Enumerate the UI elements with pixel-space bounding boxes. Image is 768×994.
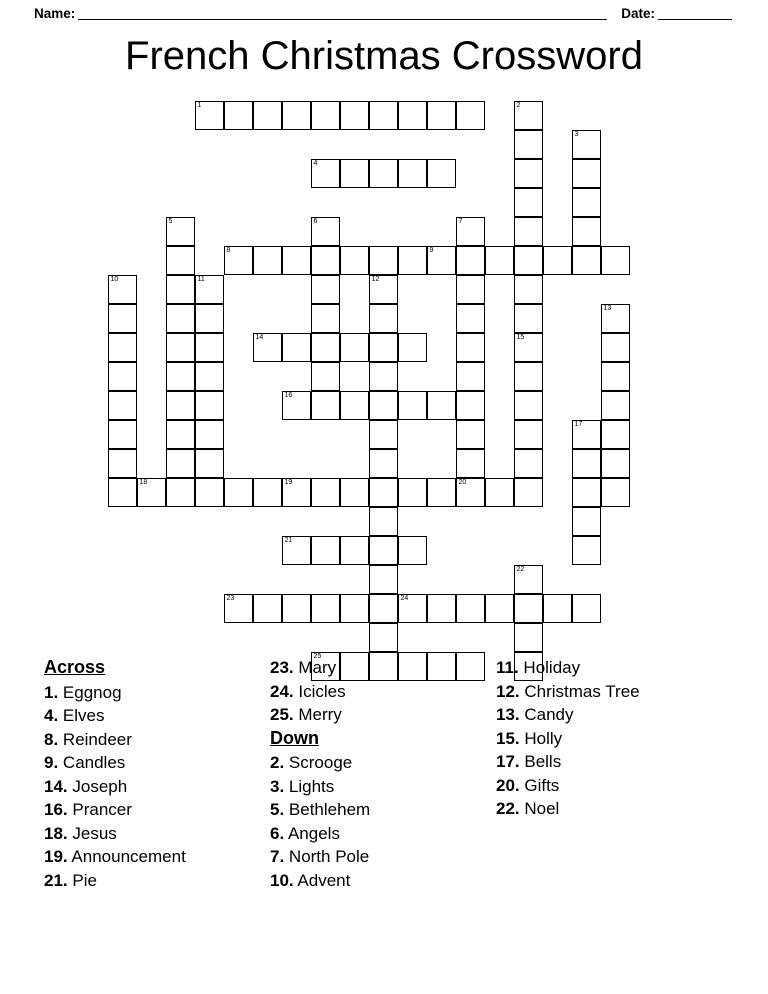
grid-cell[interactable] [195,420,224,449]
clue-text: Lights [284,776,335,796]
grid-cell[interactable] [514,449,543,478]
down-clue [496,774,726,798]
grid-cell[interactable] [108,420,137,449]
grid-cell[interactable] [369,536,398,565]
across-clue [44,869,259,893]
grid-cell[interactable] [456,594,485,623]
clue-text: Candles [58,753,126,772]
clue-text: Reindeer [58,729,132,749]
across-clue [44,681,259,705]
down-clue [496,703,726,727]
grid-cell[interactable] [253,246,282,275]
grid-cell[interactable] [282,594,311,623]
clue-text: Prancer [67,800,132,819]
grid-cell[interactable] [514,420,543,449]
grid-cell[interactable] [340,391,369,420]
clue-number: 12. [496,681,520,701]
grid-cell[interactable] [195,478,224,507]
grid-cell-number: 5 [168,218,173,225]
clue-number: 16. [44,800,68,819]
clue-text: Mary [293,658,337,677]
grid-cell[interactable] [572,217,601,246]
grid-cell[interactable] [514,362,543,391]
grid-cell[interactable] [514,101,543,130]
grid-cell[interactable] [166,391,195,420]
clues-column-2 [270,656,485,892]
grid-cell[interactable] [311,333,340,362]
across-clue [44,751,259,775]
grid-cell[interactable] [311,478,340,507]
grid-cell[interactable] [398,246,427,275]
grid-cell[interactable] [572,507,601,536]
grid-cell[interactable] [282,478,311,507]
grid-cell-number: 10 [110,276,119,283]
down-clue [270,822,485,846]
grid-cell[interactable] [253,594,282,623]
grid-cell[interactable] [311,304,340,333]
clue-number: 21. [44,870,68,890]
grid-cell[interactable] [514,275,543,304]
clue-text: Icicles [293,681,346,701]
grid-cell[interactable] [456,101,485,130]
grid-cell[interactable] [514,391,543,420]
grid-cell-number: 8 [226,247,231,254]
clue-number: 20. [496,775,520,795]
grid-cell[interactable] [485,478,514,507]
down-clue [496,680,726,704]
grid-cell[interactable] [224,594,253,623]
clue-number: 13. [496,705,520,724]
grid-cell[interactable] [456,304,485,333]
clue-number: 5. [270,800,285,819]
grid-cell-number: 12 [371,276,380,283]
grid-cell[interactable] [108,449,137,478]
grid-cell[interactable] [514,333,543,362]
grid-cell[interactable] [514,565,543,594]
grid-cell[interactable] [137,478,166,507]
grid-cell[interactable] [195,449,224,478]
grid-cell[interactable] [253,333,282,362]
grid-cell[interactable] [398,333,427,362]
grid-cell[interactable] [166,246,195,275]
grid-cell[interactable] [282,246,311,275]
grid-cell[interactable] [311,246,340,275]
clue-text: Holly [519,728,563,748]
grid-cell[interactable] [369,623,398,652]
date-label: Date: [621,5,655,21]
grid-cell[interactable] [195,101,224,130]
grid-cell-number: 21 [284,537,293,544]
grid-cell[interactable] [369,246,398,275]
grid-cell[interactable] [340,246,369,275]
clue-number: 9. [44,753,59,772]
clue-number: 11. [496,658,519,677]
grid-cell[interactable] [311,536,340,565]
grid-cell[interactable] [456,275,485,304]
grid-cell[interactable] [282,391,311,420]
down-clue [270,751,485,775]
grid-cell[interactable] [311,275,340,304]
clue-text: Angels [284,823,340,843]
grid-cell-number: 7 [458,218,463,225]
grid-cell[interactable] [601,449,630,478]
page-title: French Christmas Crossword [125,34,643,78]
grid-cell-number: 22 [516,566,525,573]
grid-cell[interactable] [369,275,398,304]
clue-number: 7. [270,847,285,866]
clue-number: 15. [496,728,520,748]
clue-text: Pie [67,870,97,890]
grid-cell[interactable] [282,536,311,565]
across-clue [44,822,259,846]
grid-cell-number: 9 [429,247,434,254]
clue-text: Noel [519,799,560,818]
crossword-grid[interactable] [0,96,768,660]
grid-cell[interactable] [572,130,601,159]
down-clue [270,845,485,869]
grid-cell[interactable] [514,188,543,217]
grid-cell[interactable] [369,507,398,536]
grid-cell[interactable] [427,478,456,507]
grid-cell[interactable] [195,391,224,420]
grid-cell[interactable] [282,101,311,130]
grid-cell-number: 14 [255,334,264,341]
clues-column-1 [44,656,259,892]
grid-cell-number: 19 [284,479,293,486]
clue-number: 8. [44,729,59,749]
down-clue [496,656,726,680]
grid-cell[interactable] [369,449,398,478]
grid-cell[interactable] [108,275,137,304]
clue-text: Eggnog [58,682,122,702]
grid-cell[interactable] [398,101,427,130]
grid-cell[interactable] [572,188,601,217]
clue-text: Bells [519,752,562,771]
grid-cell[interactable] [514,478,543,507]
grid-cell[interactable] [543,594,572,623]
grid-cell[interactable] [195,333,224,362]
grid-cell-number: 25 [313,653,322,660]
clue-text: Candy [519,705,574,724]
grid-cell[interactable] [601,362,630,391]
grid-cell-number: 1 [197,102,202,109]
grid-cell[interactable] [456,420,485,449]
grid-cell[interactable] [601,420,630,449]
clue-text: North Pole [284,847,370,866]
grid-cell[interactable] [485,594,514,623]
clue-number: 2. [270,753,285,772]
clue-text: Elves [58,706,105,725]
grid-cell[interactable] [456,478,485,507]
grid-cell[interactable] [166,217,195,246]
grid-cell[interactable] [572,246,601,275]
grid-cell[interactable] [369,391,398,420]
grid-cell[interactable] [166,420,195,449]
across-clue [270,680,485,704]
grid-cell[interactable] [195,362,224,391]
grid-cell[interactable] [369,478,398,507]
grid-cell[interactable] [166,362,195,391]
down-clue [270,869,485,893]
date-write-line[interactable] [658,6,732,20]
grid-cell[interactable] [514,623,543,652]
clue-text: Gifts [519,775,560,795]
grid-cell[interactable] [543,246,572,275]
grid-cell[interactable] [456,391,485,420]
across-clue [44,845,259,869]
grid-cell[interactable] [340,333,369,362]
grid-cell[interactable] [166,275,195,304]
clue-number: 23. [270,658,294,677]
clue-number: 6. [270,823,285,843]
down-clue [496,797,726,821]
clue-number: 3. [270,776,285,796]
grid-cell[interactable] [427,391,456,420]
grid-cell[interactable] [311,391,340,420]
grid-cell[interactable] [108,362,137,391]
grid-cell[interactable] [456,333,485,362]
clue-number: 19. [44,847,68,866]
grid-cell[interactable] [601,246,630,275]
grid-cell-number: 17 [574,421,583,428]
grid-cell[interactable] [398,536,427,565]
grid-cell[interactable] [369,594,398,623]
grid-cell[interactable] [485,246,514,275]
clue-number: 10. [270,870,294,890]
clues-section [0,656,768,926]
grid-cell[interactable] [224,246,253,275]
grid-cell-number: 23 [226,595,235,602]
grid-cell[interactable] [514,304,543,333]
grid-cell-number: 4 [313,160,318,167]
grid-cell[interactable] [311,159,340,188]
grid-cell[interactable] [369,159,398,188]
grid-cell[interactable] [166,449,195,478]
grid-cell[interactable] [398,391,427,420]
clue-text: Bethlehem [284,800,371,819]
grid-cell-number: 3 [574,131,579,138]
grid-cell[interactable] [572,159,601,188]
clue-number: 18. [44,823,68,843]
clue-number: 24. [270,681,294,701]
down-clue [270,798,485,822]
grid-cell-number: 24 [400,595,409,602]
grid-cell[interactable] [369,304,398,333]
across-clue [44,728,259,752]
grid-cell-number: 20 [458,479,467,486]
grid-cell[interactable] [311,217,340,246]
name-date-row [0,0,768,26]
down-heading: Down [270,727,319,748]
grid-cell-number: 11 [197,276,205,283]
grid-cell[interactable] [108,391,137,420]
across-clue [270,703,485,727]
grid-cell[interactable] [340,536,369,565]
grid-cell[interactable] [369,101,398,130]
down-clue [270,775,485,799]
grid-cell-number: 18 [139,479,148,486]
grid-cell[interactable] [311,594,340,623]
grid-cell[interactable] [514,159,543,188]
clue-number: 25. [270,705,294,724]
grid-cell[interactable] [572,420,601,449]
across-clue [44,775,259,799]
across-clue [44,798,259,822]
grid-cell-number: 15 [516,334,525,341]
grid-cell[interactable] [514,246,543,275]
grid-cell[interactable] [601,391,630,420]
name-write-line[interactable] [78,6,607,20]
grid-cell-number: 16 [284,392,293,399]
grid-cell-number: 6 [313,218,318,225]
grid-cell[interactable] [369,565,398,594]
grid-cell[interactable] [195,304,224,333]
grid-cell[interactable] [340,594,369,623]
clue-text: Christmas Tree [519,681,640,701]
grid-cell[interactable] [398,594,427,623]
clue-text: Scrooge [284,753,353,772]
grid-cell[interactable] [108,478,137,507]
grid-cell[interactable] [601,333,630,362]
grid-cell[interactable] [572,594,601,623]
grid-cell[interactable] [601,304,630,333]
grid-cell[interactable] [166,478,195,507]
grid-cell[interactable] [369,420,398,449]
grid-cell[interactable] [572,478,601,507]
clue-number: 4. [44,706,59,725]
grid-cell[interactable] [311,101,340,130]
clue-number: 22. [496,799,520,818]
grid-cell[interactable] [108,333,137,362]
clue-text: Joseph [67,776,128,796]
grid-cell[interactable] [224,478,253,507]
clue-text: Announcement [67,847,186,866]
down-clue [496,727,726,751]
grid-cell[interactable] [224,101,253,130]
grid-cell[interactable] [253,101,282,130]
grid-cell[interactable] [427,594,456,623]
clue-number: 14. [44,776,68,796]
grid-cell[interactable] [427,159,456,188]
grid-cell[interactable] [514,130,543,159]
grid-cell-number: 2 [516,102,521,109]
across-clue [44,704,259,728]
grid-cell[interactable] [398,478,427,507]
grid-cell[interactable] [340,101,369,130]
grid-cell[interactable] [427,101,456,130]
grid-cell[interactable] [427,246,456,275]
grid-cell[interactable] [340,478,369,507]
grid-cell[interactable] [398,159,427,188]
clue-number: 17. [496,752,520,771]
grid-cell[interactable] [456,449,485,478]
clue-text: Holiday [518,658,581,677]
grid-cell[interactable] [456,362,485,391]
clue-text: Merry [293,705,342,724]
grid-cell[interactable] [572,449,601,478]
grid-cell[interactable] [340,159,369,188]
grid-cell[interactable] [456,246,485,275]
grid-cell[interactable] [195,275,224,304]
grid-cell[interactable] [572,536,601,565]
down-clue [496,750,726,774]
grid-cell[interactable] [514,217,543,246]
grid-cell[interactable] [601,478,630,507]
grid-cell[interactable] [253,478,282,507]
grid-cell[interactable] [166,304,195,333]
grid-cell[interactable] [456,217,485,246]
grid-cell-number: 13 [603,305,612,312]
grid-cell[interactable] [369,362,398,391]
clue-text: Advent [293,870,351,890]
grid-cell[interactable] [311,362,340,391]
grid-cell[interactable] [282,333,311,362]
grid-cell[interactable] [108,304,137,333]
clue-text: Jesus [67,823,117,843]
grid-cell[interactable] [514,594,543,623]
clues-column-3 [496,656,726,821]
grid-cell[interactable] [166,333,195,362]
across-heading: Across [44,657,106,677]
clue-number: 1. [44,682,59,702]
grid-cell[interactable] [369,333,398,362]
across-clue [270,656,485,680]
name-label: Name: [34,5,76,21]
